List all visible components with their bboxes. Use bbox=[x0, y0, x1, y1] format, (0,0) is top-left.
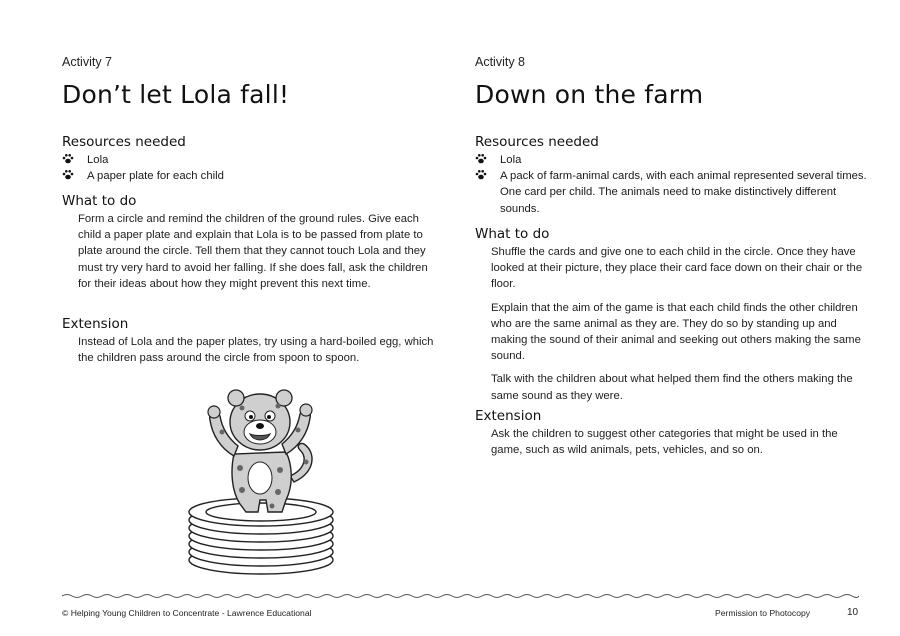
what-to-do-section bbox=[475, 226, 867, 411]
extension-heading: Extension bbox=[62, 316, 129, 332]
resource-text: Lola bbox=[87, 154, 109, 166]
paw-print-icon bbox=[475, 153, 487, 165]
activity-title: Down on the farm bbox=[475, 80, 704, 109]
what-to-do-section bbox=[62, 193, 440, 299]
resources-list bbox=[62, 152, 440, 184]
paw-print-icon bbox=[62, 169, 74, 181]
column-divider bbox=[455, 56, 465, 584]
extension-section bbox=[62, 316, 440, 373]
resource-text: Lola bbox=[500, 154, 522, 166]
extension-body bbox=[475, 426, 867, 458]
paw-print-icon bbox=[62, 153, 74, 165]
resource-text: A paper plate for each child bbox=[87, 170, 224, 183]
resources-heading: Resources needed bbox=[475, 134, 599, 150]
activity-label: Activity 8 bbox=[475, 55, 526, 69]
extension-heading: Extension bbox=[475, 408, 542, 424]
what-to-do-heading: What to do bbox=[62, 193, 137, 209]
paragraph: Instead of Lola and the paper plates, try using a hard-boiled egg, which the children pass around the circle from spoon to spoon. bbox=[78, 336, 434, 365]
resources-section bbox=[475, 134, 867, 217]
paragraph: Ask the children to suggest other categories that might be used in the game, such as wild animals, pets, vehicles, and so on. bbox=[491, 428, 838, 457]
list-item bbox=[62, 168, 440, 184]
page-number: 10 bbox=[847, 607, 859, 618]
activity-8-column bbox=[475, 0, 867, 600]
paragraph: Explain that the aim of the game is that each child finds the other children who are the same animal as they are. They do so by standing up and making the sound of their animal and seeking out others making the same sound. bbox=[491, 301, 861, 363]
lola-leopard-on-plates-illustration bbox=[176, 372, 346, 582]
activity-title: Don’t let Lola fall! bbox=[62, 80, 290, 109]
resource-text: A pack of farm-animal cards, with each animal represented several times. One card per child. The animals need to make distinctively different sounds. bbox=[500, 170, 867, 215]
paragraph: Talk with the children about what helped them find the others making the same sound as they were. bbox=[491, 373, 853, 402]
footer-permission: Permission to Photocopy bbox=[715, 608, 811, 618]
what-to-do-body bbox=[62, 211, 440, 292]
footer-copyright: © Helping Young Children to Concentrate - Lawrence Educational bbox=[62, 608, 312, 618]
list-item bbox=[475, 168, 867, 217]
activity-label: Activity 7 bbox=[62, 55, 113, 69]
footer-wavy-rule bbox=[62, 592, 859, 600]
extension-section bbox=[475, 408, 867, 465]
paragraph: Shuffle the cards and give one to each child in the circle. Once they have looked at their picture, they place their card face down on their chair or the floor. bbox=[491, 246, 863, 291]
extension-body bbox=[62, 334, 440, 366]
paragraph: Form a circle and remind the children of the ground rules. Give each child a paper plate and explain that Lola is to be passed from plate to plate around the circle. Tell them that they cannot touch Lola and they must try very hard to avoid her falling. If she does fall, ask the children for their ideas about how they might prevent this next time. bbox=[78, 213, 428, 290]
list-item bbox=[62, 152, 440, 168]
what-to-do-body bbox=[475, 244, 867, 404]
resources-heading: Resources needed bbox=[62, 134, 186, 150]
list-item bbox=[475, 152, 867, 168]
paw-print-icon bbox=[475, 169, 487, 181]
resources-section bbox=[62, 134, 440, 184]
resources-list bbox=[475, 152, 867, 217]
what-to-do-heading: What to do bbox=[475, 226, 550, 242]
